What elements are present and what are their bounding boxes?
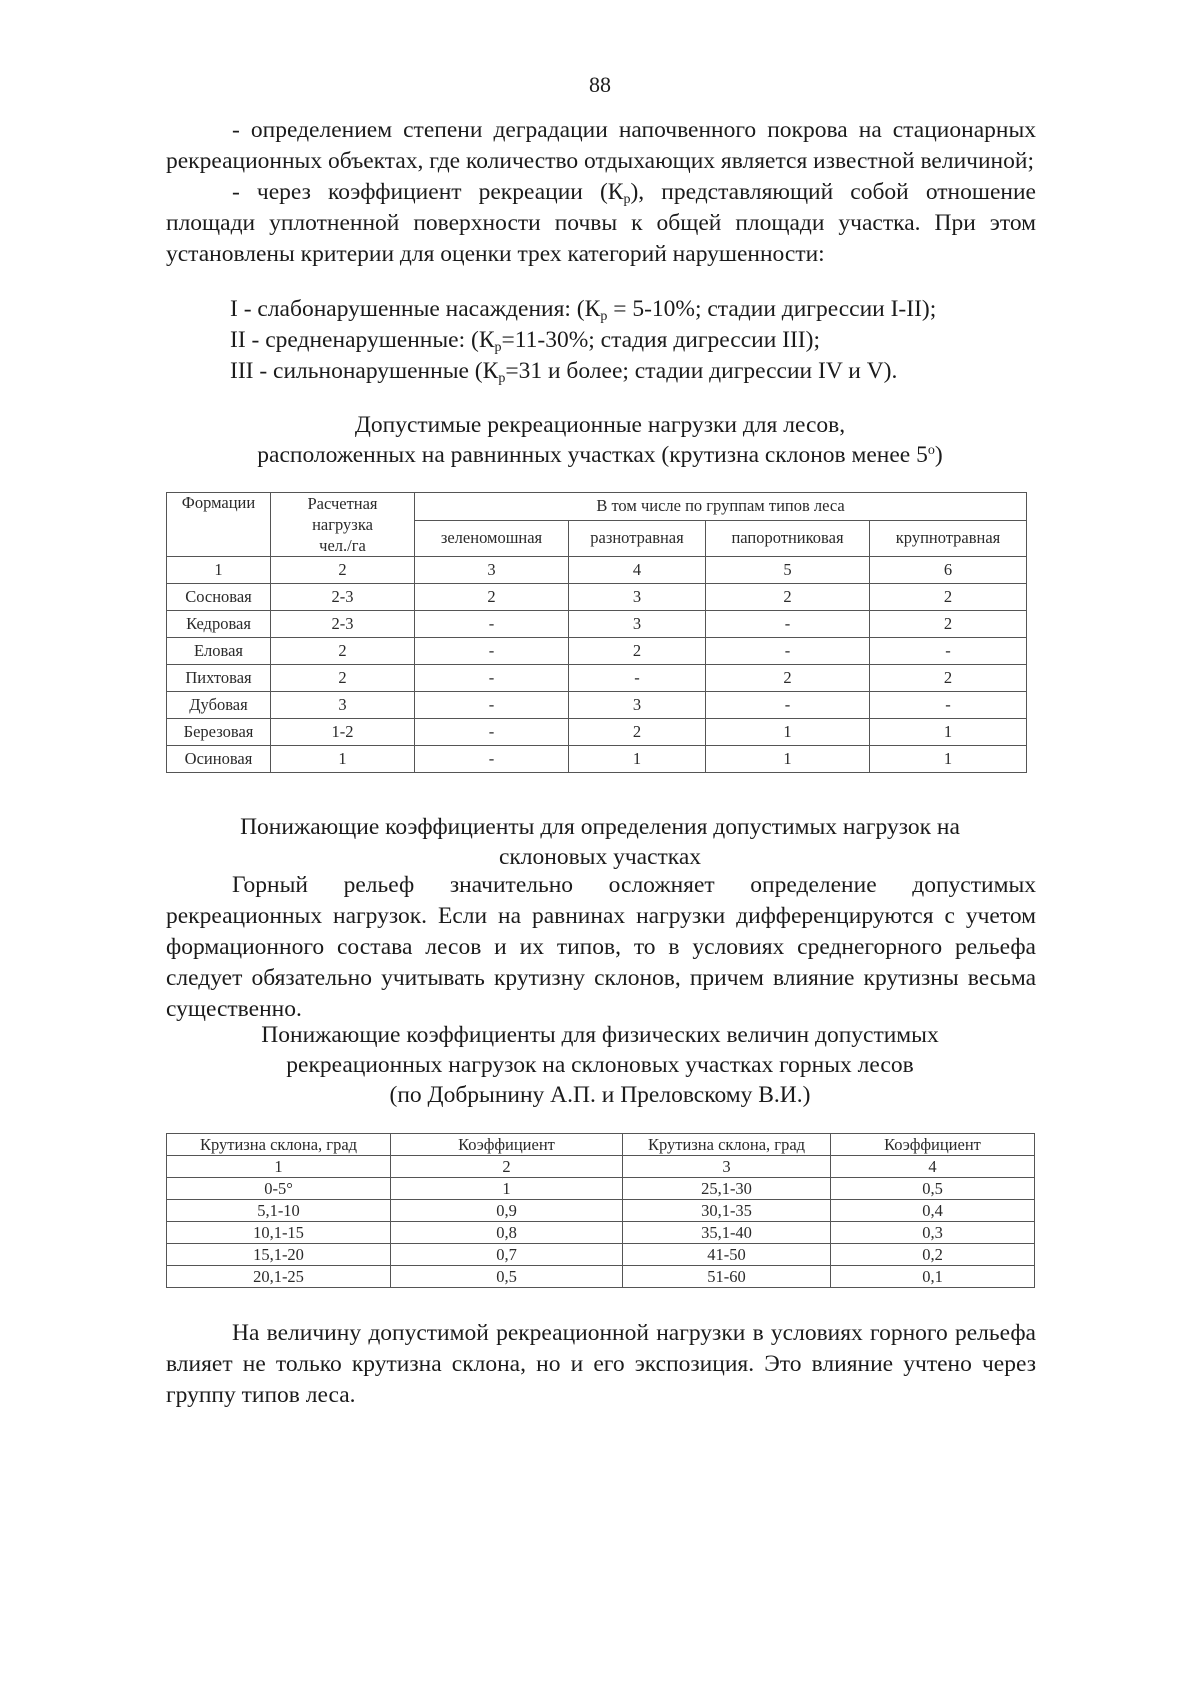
page-number: 88 (589, 72, 611, 97)
column-number-row: 1 2 3 4 (167, 1156, 1035, 1178)
header-load: Расчетная нагрузка чел./га (271, 493, 415, 557)
table2-title: Понижающие коэффициенты для физических величин допустимых рекреационных нагрузок на склоновых участках горных лесов (по Добрынину А.П. и Преловскому В.И.) (261, 1022, 939, 1108)
table-row: Березовая 1-2 - 2 1 1 (167, 719, 1027, 746)
load-table (166, 492, 1027, 773)
table-row: Пихтовая 2 - - 2 2 (167, 665, 1027, 692)
table-row: Кедровая 2-3 - 3 - 2 (167, 611, 1027, 638)
table-row: 15,1-20 0,7 41-50 0,2 (167, 1244, 1035, 1266)
header-formations: Формации (167, 493, 271, 557)
intro-paragraph-1: - определением степени деградации напочвенного покрова на стационарных рекреационных объектах, где количество отдыхающих является известной величиной; (166, 117, 1036, 174)
table-row: 0-5° 1 25,1-30 0,5 (167, 1178, 1035, 1200)
header-type: разнотравная (569, 520, 706, 556)
table-row: Осиновая 1 - 1 1 1 (167, 746, 1027, 773)
table-row: 20,1-25 0,5 51-60 0,1 (167, 1266, 1035, 1288)
intro-paragraph-2: - через коэффициент рекреации $(К_р)$, представляющий собой отношение площади уплотненной поверхности почвы к общей площади участка. При этом установлены критерии для оценки трех категорий нарушенности: (166, 179, 1036, 267)
closing-text: На величину допустимой рекреационной нагрузки в условиях горного рельефа влияет не только крутизна склона, но и его экспозиция. Это влияние учтено через группу типов леса. (166, 1320, 1036, 1408)
header-type: папоротниковая (706, 520, 870, 556)
criterion-3: III - сильнонарушенные ($К_р=31$ и более; стадии дигрессии IV и V). (230, 358, 898, 386)
coefficient-table (166, 1133, 1035, 1288)
table1-title: Допустимые рекреационные нагрузки для лесов, расположенных на равнинных участках (крутизна склонов менее $5^о$) (257, 412, 943, 468)
section2-body: Горный рельеф значительно осложняет определение допустимых рекреационных нагрузок. Если на равнинах нагрузки дифференцируются с учетом формационного состава лесов и их типов, то в условиях среднегорного рельефа следует обязательно учитывать крутизну склонов, причем влияние крутизны весьма существенно. (166, 872, 1036, 1022)
criterion-2: II - средненарушенные: ($К_р=11-30\%$; стадия дигрессии III); (230, 327, 820, 355)
criterion-1: I - слабонарушенные насаждения: ($К_р = 5-10\%$; стадии дигрессии I-II); (230, 296, 937, 324)
intro-text (166, 115, 1036, 270)
table-row: 5,1-10 0,9 30,1-35 0,4 (167, 1200, 1035, 1222)
header-type: крупнотравная (870, 520, 1027, 556)
table-row: Еловая 2 - 2 - - (167, 638, 1027, 665)
header-row: Крутизна склона, град Коэффициент Крутизна склона, град Коэффициент (167, 1134, 1035, 1156)
table-row: Дубовая 3 - 3 - - (167, 692, 1027, 719)
header-type: зеленомошная (415, 520, 569, 556)
criteria-list (230, 294, 1050, 387)
section2-title: Понижающие коэффициенты для определения допустимых нагрузок на склоновых участках (240, 814, 960, 870)
table-row: Сосновая 2-3 2 3 2 2 (167, 584, 1027, 611)
table-row: 10,1-15 0,8 35,1-40 0,3 (167, 1222, 1035, 1244)
column-number-row: 1 2 3 4 5 6 (167, 557, 1027, 584)
header-forest-groups: В том числе по группам типов леса (415, 493, 1027, 521)
